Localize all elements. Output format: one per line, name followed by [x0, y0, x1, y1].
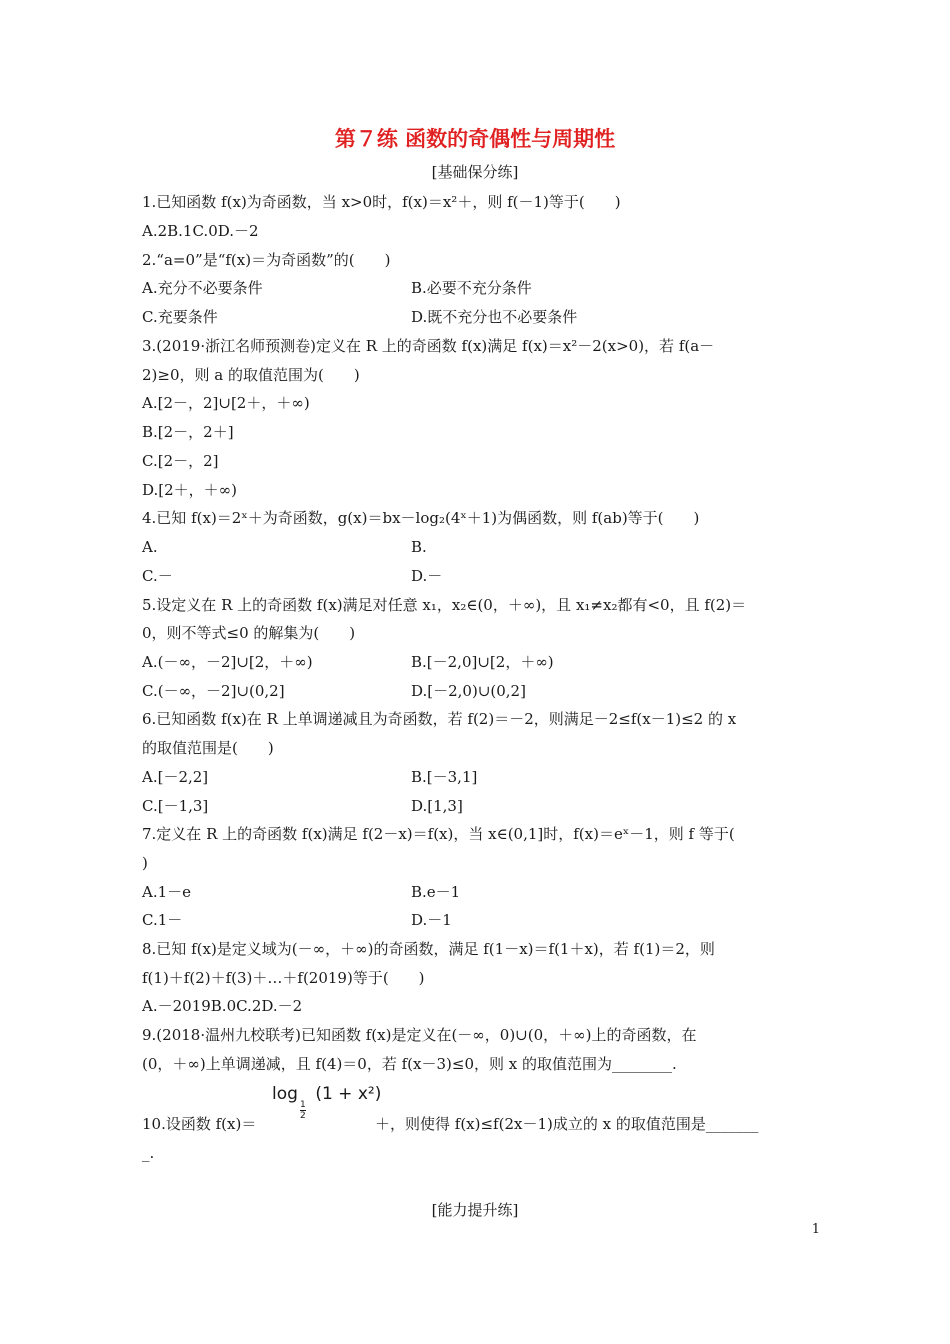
q6-option-b: B.[－3,1]: [411, 768, 478, 786]
q3-option-c: C.[2－，2]: [142, 452, 219, 470]
q1-stem: 1.已知函数 f(x)为奇函数，当 x>0时，f(x)＝x²＋，则 f(－1)等于( ): [142, 193, 621, 211]
q2-stem: 2.“a=0”是“f(x)＝为奇函数”的( ): [142, 251, 391, 269]
q7-option-c: C.1－: [142, 911, 183, 929]
q2-option-a: A.充分不必要条件: [142, 279, 263, 297]
log-base-fraction: [300, 1100, 306, 1121]
page-title: 第７练 函数的奇偶性与周期性: [334, 127, 616, 151]
q6-option-d: D.[1,3]: [411, 797, 463, 815]
q7-stem-line1: 7.定义在 R 上的奇函数 f(x)满足 f(2－x)＝f(x)，当 x∈(0,1]时，f(x)＝eˣ－1，则 f 等于(: [142, 825, 735, 843]
q10-stem-prefix: 10.设函数 f(x)＝: [142, 1115, 257, 1133]
section-basic-heading: [基础保分练]: [431, 163, 519, 181]
q4-option-b: B.: [411, 538, 427, 556]
q7-option-a: A.1－e: [142, 883, 192, 901]
log-base-numerator: 1: [300, 1100, 306, 1110]
q4-stem: 4.已知 f(x)＝2ˣ＋为奇函数，g(x)＝bx－log₂(4ˣ＋1)为偶函数，则 f(ab)等于( ): [142, 509, 700, 527]
q3-option-a: A.[2－，2]∪[2＋，＋∞): [142, 394, 310, 412]
q10-stem-line2: _.: [142, 1144, 155, 1162]
q1-options: A.2B.1C.0D.－2: [142, 222, 259, 240]
q5-stem-line2: 0，则不等式≤0 的解集为( ): [142, 624, 356, 642]
q6-option-a: A.[－2,2]: [142, 768, 209, 786]
q6-option-c: C.[－1,3]: [142, 797, 209, 815]
q3-option-b: B.[2－，2＋]: [142, 423, 234, 441]
q2-option-c: C.充要条件: [142, 308, 218, 326]
q3-stem-line1: 3.(2019·浙江名师预测卷)定义在 R 上的奇函数 f(x)满足 f(x)＝x²－2(x>0)，若 f(a－: [142, 337, 715, 355]
q5-option-d: D.[－2,0)∪(0,2]: [411, 682, 526, 700]
q5-option-c: C.(－∞，－2]∪(0,2]: [142, 682, 285, 700]
q10-stem-suffix: ＋，则使得 f(x)≤f(2x－1)成立的 x 的取值范围是_______: [375, 1115, 759, 1133]
q4-option-c: C.－: [142, 567, 173, 585]
q8-options: A.－2019B.0C.2D.－2: [142, 997, 303, 1015]
q8-stem-line1: 8.已知 f(x)是定义域为(－∞，＋∞)的奇函数，满足 f(1－x)＝f(1＋x)，若 f(1)＝2，则: [142, 940, 715, 958]
q8-stem-line2: f(1)＋f(2)＋f(3)＋…＋f(2019)等于( ): [142, 969, 425, 987]
q4-option-a: A.: [142, 538, 158, 556]
q7-option-b: B.e－1: [411, 883, 461, 901]
q9-stem-line1: 9.(2018·温州九校联考)已知函数 f(x)是定义在(－∞，0)∪(0，＋∞)上的奇函数，在: [142, 1026, 697, 1044]
q10-log-formula: [272, 1084, 382, 1121]
section-advanced-heading: [能力提升练]: [431, 1201, 519, 1219]
q9-stem-line2: (0，＋∞)上单调递减，且 f(4)＝0，若 f(x－3)≤0，则 x 的取值范围为________.: [142, 1055, 677, 1073]
log-text: log: [272, 1084, 298, 1104]
q4-option-d: D.－: [411, 567, 443, 585]
q2-option-b: B.必要不充分条件: [411, 279, 532, 297]
q7-stem-line2: ): [142, 854, 148, 872]
q3-option-d: D.[2＋，＋∞): [142, 481, 238, 499]
q5-option-b: B.[－2,0]∪[2，＋∞): [411, 653, 554, 671]
page-number: 1: [811, 1222, 820, 1237]
q5-option-a: A.(－∞，－2]∪[2，＋∞): [142, 653, 313, 671]
q2-option-d: D.既不充分也不必要条件: [411, 308, 578, 326]
q3-stem-line2: 2)≥0，则 a 的取值范围为( ): [142, 366, 360, 384]
q5-stem-line1: 5.设定义在 R 上的奇函数 f(x)满足对任意 x₁，x₂∈(0，＋∞)，且 x₁≠x₂都有<0，且 f(2)＝: [142, 596, 747, 614]
q7-option-d: D.－1: [411, 911, 452, 929]
log-argument: (1 + x²): [315, 1084, 382, 1104]
log-base-denominator: 2: [300, 1111, 306, 1121]
q6-stem-line1: 6.已知函数 f(x)在 R 上单调递减且为奇函数，若 f(2)＝－2，则满足－2≤f(x－1)≤2 的 x: [142, 710, 737, 728]
q6-stem-line2: 的取值范围是( ): [142, 739, 274, 757]
